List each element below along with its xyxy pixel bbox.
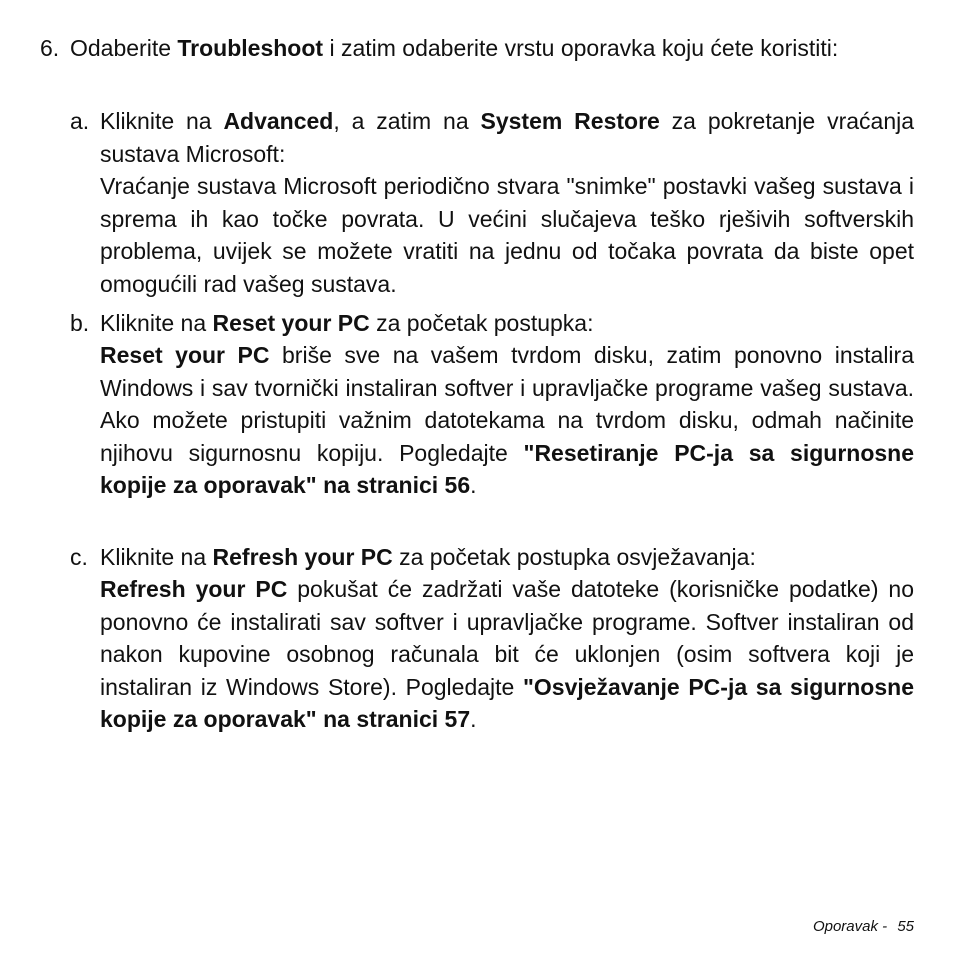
- refresh-your-pc-term: Refresh your PC: [100, 576, 288, 602]
- item-c-text: [100, 541, 914, 574]
- item-c-text-2: za početak postupka osvježavanja:: [392, 544, 756, 570]
- item-b-description-text: briše sve na vašem tvrdom disku, zatim ponovno instalira Windows i sav tvornički instaliran softver i upravljačke programe vašeg sustava. Ako možete pristupiti važnim datotekama na tvrdom disku, odmah načinite njihovu sigurnosnu kopiju. Pogledajte: [100, 342, 914, 466]
- item-b-text-1: Kliknite na: [100, 310, 213, 336]
- page-footer: [813, 917, 914, 937]
- step-6-text-1: Odaberite: [70, 35, 178, 61]
- item-a-text-3: za pokretanje vraćanja sustava Microsoft:: [100, 108, 915, 167]
- item-a-description: Vraćanje sustava Microsoft periodično stvara "snimke" postavki vašeg sustava i sprema ih kao točke povrata. U većini slučajeva teško rješivih softverskih problema, uvijek se možete vratiti na jednu od točaka povrata da biste opet omogućili rad vašeg sustava.: [100, 173, 914, 297]
- item-b-description: [100, 339, 914, 502]
- item-b-description-end: .: [470, 472, 477, 498]
- item-c-marker: c.: [70, 544, 88, 570]
- reset-your-pc-label: Reset your PC: [212, 310, 370, 336]
- item-b-marker: b.: [70, 310, 90, 336]
- footer-section-name: Oporavak -: [812, 918, 888, 935]
- item-c-description: [100, 573, 914, 736]
- reset-your-pc-term: Reset your PC: [100, 342, 270, 368]
- step-6-marker: 6.: [40, 35, 60, 61]
- item-a-text-1: Kliknite na: [100, 108, 224, 134]
- footer-page-number: 55: [897, 918, 914, 935]
- item-a-text-2: , a zatim na: [333, 108, 481, 134]
- item-b-text-2: za početak postupka:: [369, 310, 594, 336]
- refresh-pc-reference-link: "Osvježavanje PC-ja sa sigurnosne kopije za oporavak" na stranici 57: [100, 673, 914, 732]
- item-b-text: [100, 307, 914, 340]
- advanced-label: Advanced: [223, 108, 334, 134]
- item-c-description-end: .: [470, 706, 477, 732]
- step-6-text: [70, 32, 914, 65]
- step-6-text-2: i zatim odaberite vrstu oporavka koju ćete koristiti:: [323, 35, 839, 61]
- reset-pc-reference-link: "Resetiranje PC-ja sa sigurnosne kopije za oporavak" na stranici 56: [100, 439, 915, 498]
- item-a-marker: a.: [70, 108, 90, 134]
- troubleshoot-label: Troubleshoot: [177, 35, 324, 61]
- item-c-description-text: pokušat će zadržati vaše datoteke (korisničke podatke) no ponovno će instalirati sav softver i upravljačke programe. Softver instaliran od nakon kupovine osobnog računala bit će uklonjen (osim softvera koji je instaliran iz Windows Store). Pogledajte: [100, 576, 915, 700]
- refresh-your-pc-label: Refresh your PC: [212, 544, 393, 570]
- system-restore-label: System Restore: [480, 108, 660, 134]
- item-a-text: [100, 105, 914, 170]
- item-c-text-1: Kliknite na: [100, 544, 213, 570]
